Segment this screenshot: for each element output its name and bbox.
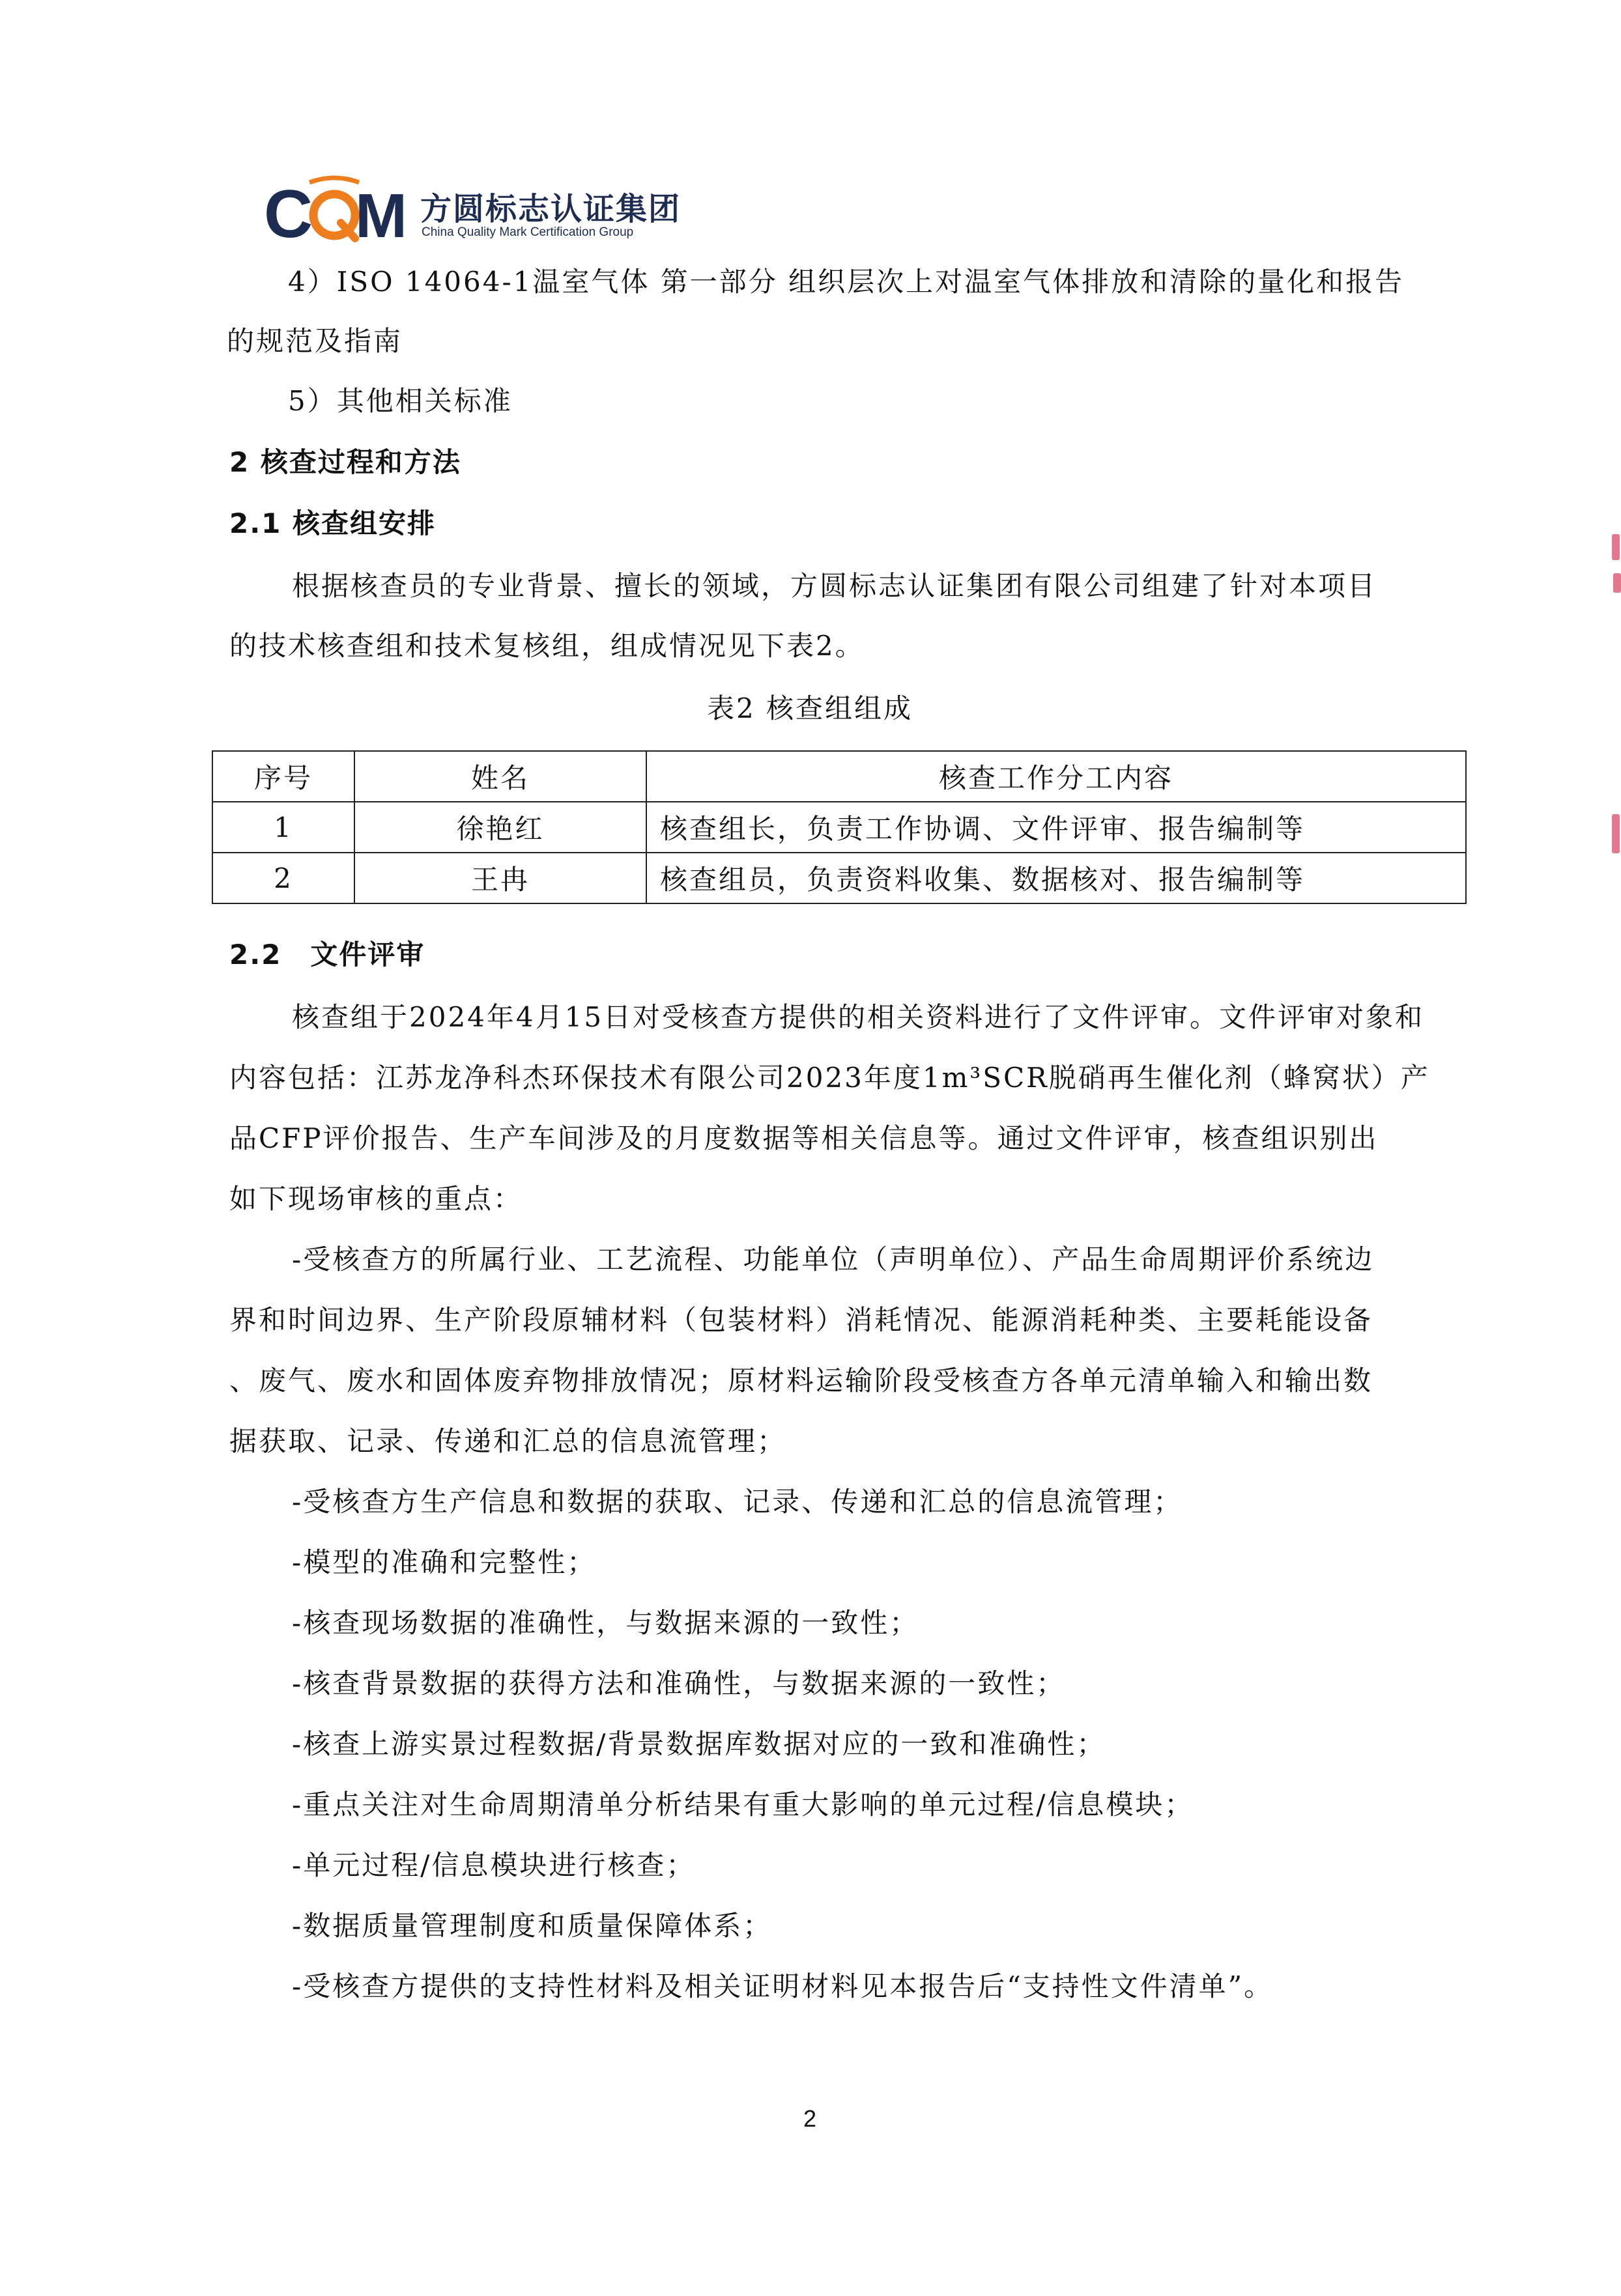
table-header-cell: 核查工作分工内容 [646, 751, 1466, 802]
company-name-en: China Quality Mark Certification Group [422, 225, 634, 239]
seal-edge-mark [1613, 573, 1621, 593]
paragraph-line: 界和时间边界、生产阶段原辅材料（包装材料）消耗情况、能源消耗种类、主要耗能设备 [229, 1304, 1373, 1336]
bullet-item: -核查背景数据的获得方法和准确性，与数据来源的一致性； [292, 1667, 1066, 1699]
bullet-item: -单元过程/信息模块进行核查； [292, 1849, 696, 1881]
table-cell: 2 [212, 853, 354, 903]
company-name-cn: 方圆标志认证集团 [420, 191, 681, 227]
table-row [212, 802, 1466, 853]
paragraph-line: 根据核查员的专业背景、擅长的领域，方圆标志认证集团有限公司组建了针对本项目 [292, 570, 1377, 602]
bullet-item: -核查现场数据的准确性，与数据来源的一致性； [292, 1607, 919, 1639]
page-number: 2 [803, 2105, 817, 2132]
bullet-item: -受核查方的所属行业、工艺流程、功能单位（声明单位）、产品生命周期评价系统边 [292, 1243, 1375, 1275]
paragraph-line: 据获取、记录、传递和汇总的信息流管理； [229, 1425, 787, 1457]
table-caption: 表2 核查组组成 [706, 692, 913, 724]
paragraph-line: 的技术核查组和技术复核组，组成情况见下表2。 [229, 630, 865, 662]
svg-text:M: M [355, 181, 407, 251]
section-heading-2-2: 2.2 文件评审 [229, 939, 425, 971]
bullet-item: -模型的准确和完整性； [292, 1546, 597, 1578]
table-cell: 1 [212, 802, 354, 853]
paragraph-line: 品CFP评价报告、生产车间涉及的月度数据等相关信息等。通过文件评审，核查组识别出 [229, 1122, 1379, 1154]
table-header-cell: 姓名 [354, 751, 646, 802]
table-cell: 王冉 [354, 853, 646, 903]
standard-item-4: 4）ISO 14064-1温室气体 第一部分 组织层次上对温室气体排放和清除的量化和报告 [288, 266, 1405, 298]
table-cell: 核查组长，负责工作协调、文件评审、报告编制等 [646, 802, 1466, 853]
table-cell: 徐艳红 [354, 802, 646, 853]
paragraph-line: 如下现场审核的重点： [229, 1183, 523, 1215]
paragraph-line: 、废气、废水和固体废弃物排放情况；原材料运输阶段受核查方各单元清单输入和输出数 [229, 1365, 1373, 1396]
paragraph-line: 核查组于2024年4月15日对受核查方提供的相关资料进行了文件评审。文件评审对象和 [292, 1001, 1425, 1033]
standard-item-5: 5）其他相关标准 [288, 385, 513, 417]
bullet-item: -数据质量管理制度和质量保障体系； [292, 1910, 773, 1942]
standard-item-4-cont: 的规范及指南 [227, 325, 403, 357]
section-heading-2-1: 2.1 核查组安排 [229, 507, 437, 539]
paragraph-line: 内容包括：江苏龙净科杰环保技术有限公司2023年度1m³SCR脱硝再生催化剂（蜂窝状）产 [229, 1062, 1430, 1094]
verification-team-table [212, 750, 1467, 904]
cqm-logo-mark-icon [264, 177, 407, 252]
bullet-item: -受核查方生产信息和数据的获取、记录、传递和汇总的信息流管理； [292, 1486, 1183, 1518]
bullet-item: -重点关注对生命周期清单分析结果有重大影响的单元过程/信息模块； [292, 1789, 1194, 1821]
seal-edge-mark [1612, 534, 1620, 560]
svg-text:C: C [264, 177, 311, 252]
cqm-logo [264, 177, 733, 252]
table-cell: 核查组员，负责资料收集、数据核对、报告编制等 [646, 853, 1466, 903]
table-header-cell: 序号 [212, 751, 354, 802]
table-row [212, 853, 1466, 903]
table-header-row [212, 751, 1466, 802]
section-heading-2: 2 核查过程和方法 [229, 446, 461, 478]
bullet-item: -核查上游实景过程数据/背景数据库数据对应的一致和准确性； [292, 1728, 1106, 1760]
bullet-item: -受核查方提供的支持性材料及相关证明材料见本报告后“支持性文件清单”。 [292, 1970, 1274, 2002]
seal-edge-mark [1612, 814, 1620, 853]
